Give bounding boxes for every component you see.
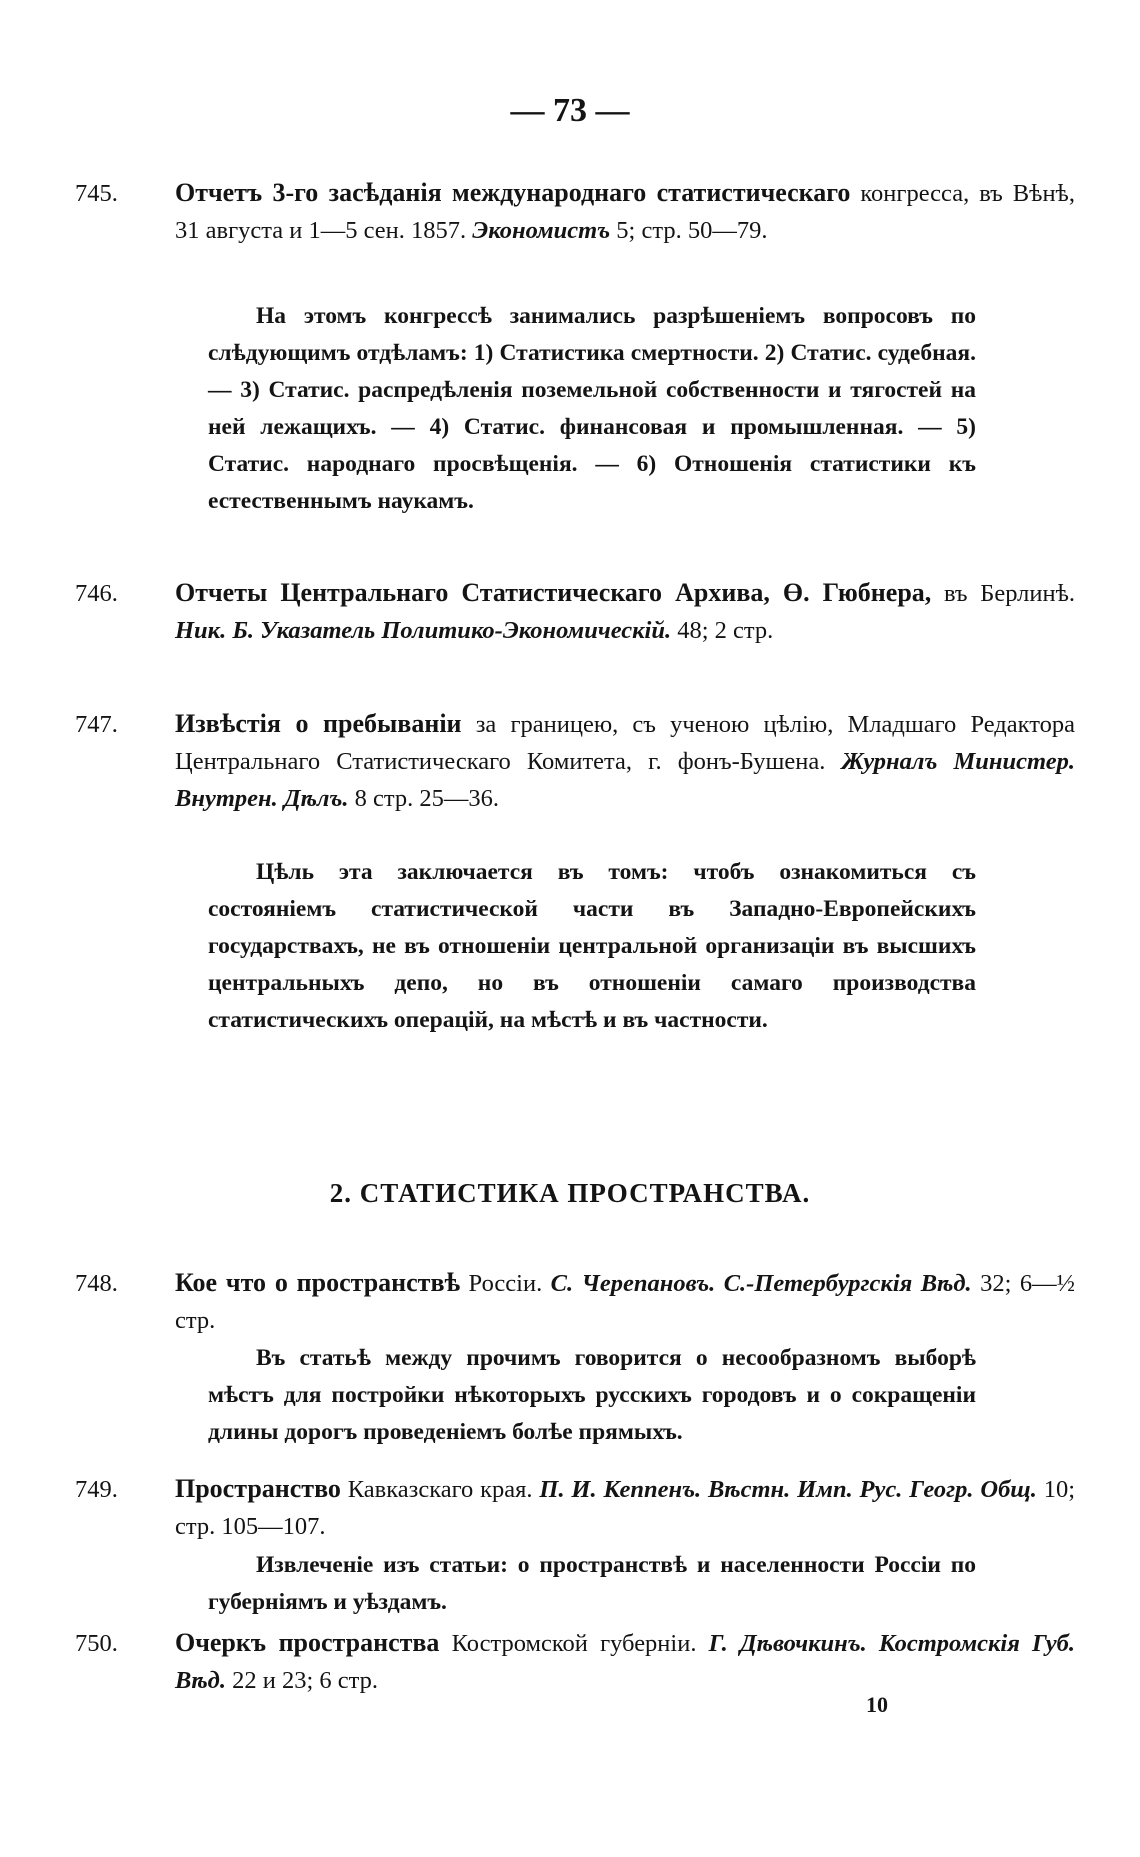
- entry-title: Отчеты Центральнаго Статистическаго Архива, Ө. Гюбнера,: [175, 578, 932, 607]
- entry-text: за границею, съ ученою цѣлію, Младшаго Редактора Центральнаго Статистическаго Комитета, г. фонъ-Бушена.: [175, 711, 1075, 775]
- entry-tail: 32; 6—½ стр.: [175, 1270, 1076, 1334]
- entry-tail: 5; стр. 50—79.: [610, 217, 768, 244]
- entry-source: Журналъ Министер. Внутрен. Дѣлъ.: [175, 748, 1076, 812]
- entry-750: [75, 1624, 1075, 1699]
- entry-text: конгресса, въ Вѣнѣ, 31 августа и 1—5 сен. 1857.: [175, 180, 1075, 244]
- section-heading: 2. СТАТИСТИКА ПРОСТРАНСТВА.: [329, 1178, 811, 1208]
- entry-747: [75, 705, 1075, 817]
- entry-tail: 48; 2 стр.: [671, 617, 774, 644]
- entry-title: Очеркъ пространства: [175, 1628, 440, 1657]
- entry-746: [75, 574, 1075, 649]
- entry-source: Экономистъ: [466, 217, 611, 244]
- entry-source: Г. Дѣвочкинъ. Костромскія Губ. Вѣд.: [175, 1630, 1075, 1694]
- entry-title: Отчетъ 3-го засѣданія международнаго статистическаго: [175, 178, 851, 207]
- entry-source: С. Черепановъ. С.-Петербургскія Вѣд.: [542, 1270, 972, 1297]
- entry-text: Россіи.: [460, 1270, 543, 1297]
- entry-747-note: Цѣль эта заключается въ томъ: чтобъ ознакомиться съ состояніемъ статистической части въ Западно-Европейскихъ государствахъ, не въ отношеніи центральной организаціи въ высшихъ центральныхъ депо, но въ отношеніи самаго производства статистическихъ операцій, на мѣстѣ и въ частности.: [208, 859, 976, 1033]
- entry-text: Костромской губерніи.: [439, 1630, 697, 1657]
- entry-749: [75, 1470, 1075, 1545]
- entry-number: 746.: [75, 580, 118, 607]
- entry-tail: 22 и 23; 6 стр.: [225, 1667, 379, 1694]
- signature-mark: 10: [866, 1692, 888, 1717]
- entry-748: [75, 1264, 1075, 1339]
- entry-number: 750.: [75, 1630, 118, 1657]
- entry-number: 747.: [75, 711, 118, 738]
- entry-745-note: На этомъ конгрессѣ занимались разрѣшеніемъ вопросовъ по слѣдующимъ отдѣламъ: 1) Статистика смертности. 2) Статис. судебная. — 3) Статис. распредѣленія поземельной собственности и тягостей на ней лежащихъ. — 4) Статис. финансовая и промышленная. — 5) Статис. народнаго просвѣщенія. — 6) Отношенія статистики къ естественнымъ наукамъ.: [208, 303, 976, 514]
- entry-number: 749.: [75, 1476, 118, 1503]
- entry-source: П. И. Кеппенъ. Вѣстн. Имп. Рус. Геогр. Общ.: [532, 1476, 1037, 1503]
- entry-745: [75, 174, 1075, 249]
- entry-number: 748.: [75, 1270, 118, 1297]
- page-number: — 73 —: [510, 92, 630, 129]
- entry-tail: 8 стр. 25—36.: [348, 785, 500, 812]
- entry-text: въ Берлинѣ.: [931, 580, 1075, 607]
- entry-title: Пространство: [175, 1474, 341, 1503]
- entry-text: Кавказскаго края.: [340, 1476, 533, 1503]
- entry-748-note: Въ статьѣ между прочимъ говорится о несообразномъ выборѣ мѣстъ для постройки нѣкоторыхъ русскихъ городовъ и о сокращеніи длины дорогъ проведеніемъ болѣе прямыхъ.: [208, 1345, 976, 1445]
- entry-title: Извѣстія о пребываніи: [175, 709, 462, 738]
- entry-tail: 10; стр. 105—107.: [175, 1476, 1075, 1540]
- entry-source: Ник. Б. Указатель Политико-Экономическій.: [175, 617, 672, 644]
- entry-number: 745.: [75, 180, 118, 207]
- entry-749-note: Извлеченіе изъ статьи: о пространствѣ и населенности Россіи по губерніямъ и уѣздамъ.: [208, 1552, 976, 1615]
- entry-title: Кое что о пространствѣ: [175, 1268, 461, 1297]
